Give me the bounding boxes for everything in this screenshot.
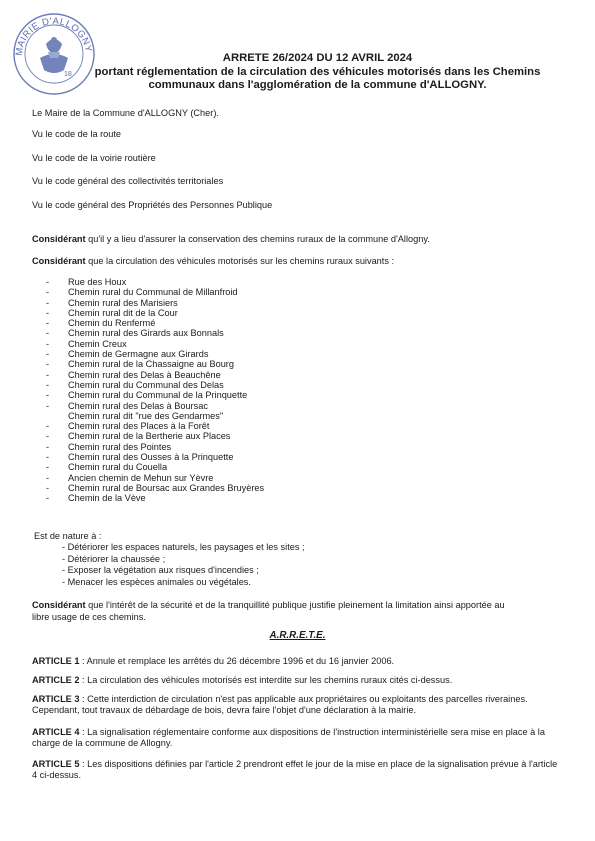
list-dash: - bbox=[46, 297, 50, 308]
article-text: : Annule et remplace les arrêtés du 26 décembre 1996 et du 16 janvier 2006. bbox=[79, 656, 395, 666]
article-text: : La signalisation réglementaire conforme aux dispositions de l'instruction interministérielle sera mise en place à la charge de la commune de Allogny. bbox=[32, 727, 545, 749]
considerant-conservation bbox=[32, 234, 430, 245]
chemin-name: Chemin rural des Girards aux Bonnals bbox=[68, 328, 224, 339]
article-label: ARTICLE 5 bbox=[32, 759, 80, 769]
article-label: ARTICLE 4 bbox=[32, 727, 80, 737]
seal-dept: 18 bbox=[64, 71, 72, 78]
list-dash: - bbox=[46, 307, 50, 318]
list-dash: - bbox=[46, 400, 50, 411]
chemin-name: Chemin rural du Couella bbox=[68, 462, 168, 473]
nature-list bbox=[62, 542, 305, 588]
considerant-label: Considérant bbox=[32, 234, 86, 244]
list-dash: - bbox=[46, 287, 50, 298]
chemin-name: Chemin de Germagne aux Girards bbox=[68, 349, 209, 360]
considerant-label: Considérant bbox=[32, 256, 86, 266]
chemin-name: Chemin rural de la Chassaigne au Bourg bbox=[68, 359, 234, 370]
chemin-name: Chemin rural des Places à la Forêt bbox=[68, 421, 210, 432]
article-text: : Les dispositions définies par l'article 2 prendront effet le jour de la mise en place de la signalisation prévue à l'article 4 ci-dessus. bbox=[32, 759, 558, 781]
chemin-name: Rue des Houx bbox=[68, 277, 127, 287]
considerant-text: que la circulation des véhicules motorisés sur les chemins ruraux suivants : bbox=[85, 256, 395, 266]
considerant-text: que l'intérêt de la sécurité et de la tranquillité publique justifie pleinement la limitation ainsi apportée au bbox=[85, 600, 505, 610]
title-line-1: ARRETE 26/2024 DU 12 AVRIL 2024 bbox=[222, 52, 413, 64]
chemin-name: Chemin rural des Ousses à la Prinquette bbox=[68, 452, 234, 463]
article-5 bbox=[32, 759, 560, 781]
chemin-name: Chemin rural des Delas à Beauchêne bbox=[68, 369, 221, 380]
title-line-2: portant réglementation de la circulation des véhicules motorisés dans les Chemins bbox=[94, 65, 541, 78]
list-dash: - bbox=[46, 421, 50, 432]
considerant-circulation bbox=[32, 256, 394, 267]
list-dash: - bbox=[46, 277, 50, 287]
article-label: ARTICLE 3 bbox=[32, 694, 80, 704]
article-1 bbox=[32, 656, 560, 667]
list-dash: - bbox=[46, 379, 50, 390]
chemin-name: Chemin rural du Communal de Millanfroid bbox=[68, 287, 238, 298]
chemin-name: Chemin rural du Communal de la Prinquette bbox=[68, 390, 248, 401]
nature-item: - Menacer les espèces animales ou végétales. bbox=[62, 576, 251, 587]
list-dash: - bbox=[46, 462, 50, 473]
chemin-name: Chemin du Renfermé bbox=[68, 318, 156, 329]
chemin-name: Chemin de la Vève bbox=[68, 493, 146, 504]
list-dash: - bbox=[46, 431, 50, 442]
considerant-securite bbox=[32, 600, 557, 623]
decree-title bbox=[40, 52, 595, 93]
list-dash: - bbox=[46, 493, 50, 504]
considerant-text: libre usage de ces chemins. bbox=[32, 611, 146, 622]
chemin-name: Chemin rural dit de la Cour bbox=[68, 307, 178, 318]
maire-line: Le Maire de la Commune d'ALLOGNY (Cher). bbox=[32, 108, 219, 118]
list-dash: - bbox=[46, 390, 50, 401]
article-2 bbox=[32, 675, 560, 686]
chemin-name: Chemin rural de Boursac aux Grandes Bruyères bbox=[68, 482, 265, 493]
nature-item: - Exposer la végétation aux risques d'incendies ; bbox=[62, 565, 259, 575]
chemin-name: Chemin rural des Delas à Boursac bbox=[68, 400, 208, 411]
list-dash: - bbox=[46, 338, 50, 349]
article-label: ARTICLE 1 bbox=[32, 656, 80, 666]
list-dash: - bbox=[46, 349, 50, 360]
nature-item: - Détériorer les espaces naturels, les paysages et les sites ; bbox=[62, 542, 305, 552]
list-dash: - bbox=[46, 318, 50, 329]
vu-code-proprietes: Vu le code général des Propriétés des Personnes Publique bbox=[32, 200, 273, 210]
title-line-3: communaux dans l'agglomération de la commune d'ALLOGNY. bbox=[148, 79, 487, 91]
vu-code-voirie: Vu le code de la voirie routière bbox=[32, 153, 156, 163]
nature-item: - Détériorer la chaussée ; bbox=[62, 553, 166, 564]
article-4 bbox=[32, 727, 560, 749]
arrete-heading: A.R.R.E.T.E. bbox=[269, 630, 326, 641]
nature-intro: Est de nature à : bbox=[34, 531, 102, 541]
list-dash: - bbox=[46, 369, 50, 380]
vu-code-route: Vu le code de la route bbox=[32, 129, 122, 139]
article-3 bbox=[32, 694, 560, 716]
chemin-name: Chemin rural du Communal des Delas bbox=[68, 379, 224, 390]
article-text: : Cette interdiction de circulation n'est pas applicable aux propriétaires ou exploitants des parcelles riveraines. Cependant, tout travaux de débardage de bois, devra faire l'objet d'une déclaration à la mairie. bbox=[32, 694, 528, 716]
chemin-name: Chemin rural des Marisiers bbox=[68, 297, 178, 308]
vu-code-collectivites: Vu le code général des collectivités territoriales bbox=[32, 176, 224, 186]
list-dash: - bbox=[46, 359, 50, 370]
chemin-name: Chemin rural dit "rue des Gendarmes" bbox=[68, 410, 224, 421]
seal-text: MAIRIE D'ALLOGNY bbox=[13, 15, 94, 57]
list-dash: - bbox=[46, 328, 50, 339]
chemin-name: Chemin Creux bbox=[68, 338, 127, 349]
list-dash: - bbox=[46, 482, 50, 493]
chemin-name: Chemin rural des Pointes bbox=[68, 441, 172, 452]
article-text: : La circulation des véhicules motorisés est interdite sur les chemins ruraux cités ci-dessus. bbox=[79, 675, 453, 685]
considerant-text: qu'il y a lieu d'assurer la conservation des chemins ruraux de la commune d'Allogny. bbox=[85, 234, 430, 244]
considerant-label: Considérant bbox=[32, 600, 86, 610]
list-dash: - bbox=[46, 472, 50, 483]
article-label: ARTICLE 2 bbox=[32, 675, 80, 685]
list-dash: - bbox=[46, 441, 50, 452]
chemin-name: Ancien chemin de Mehun sur Yèvre bbox=[68, 472, 214, 483]
list-dash: - bbox=[46, 452, 50, 463]
chemin-name: Chemin rural de la Bertherie aux Places bbox=[68, 431, 231, 442]
